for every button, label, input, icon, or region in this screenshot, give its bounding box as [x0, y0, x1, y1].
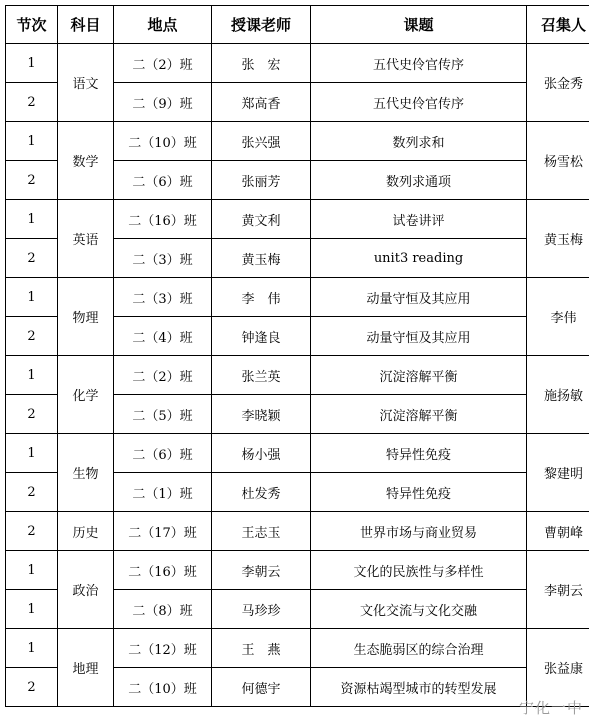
- period-cell: 1: [6, 551, 58, 590]
- header-teacher: 授课老师: [212, 6, 311, 44]
- convener-cell: 黎建明: [527, 434, 589, 512]
- header-subject: 科目: [58, 6, 114, 44]
- teacher-cell: 马珍珍: [212, 590, 311, 629]
- convener-cell: 张金秀: [527, 44, 589, 122]
- convener-cell: 黄玉梅: [527, 200, 589, 278]
- subject-cell: 数学: [58, 122, 114, 200]
- teacher-cell: 李晓颖: [212, 395, 311, 434]
- topic-cell: 生态脆弱区的综合治理: [311, 629, 527, 668]
- period-cell: 1: [6, 629, 58, 668]
- teacher-cell: 何德宇: [212, 668, 311, 707]
- convener-cell: 施扬敏: [527, 356, 589, 434]
- subject-cell: 物理: [58, 278, 114, 356]
- topic-cell: 数列求和: [311, 122, 527, 161]
- teacher-cell: 张兰英: [212, 356, 311, 395]
- teacher-cell: 李 伟: [212, 278, 311, 317]
- location-cell: 二（16）班: [114, 200, 212, 239]
- topic-cell: 数列求通项: [311, 161, 527, 200]
- topic-cell: 试卷讲评: [311, 200, 527, 239]
- topic-cell: 文化的民族性与多样性: [311, 551, 527, 590]
- table-row: [6, 629, 589, 668]
- location-cell: 二（2）班: [114, 356, 212, 395]
- convener-cell: 曹朝峰: [527, 512, 589, 551]
- location-cell: 二（6）班: [114, 161, 212, 200]
- teacher-cell: 王 燕: [212, 629, 311, 668]
- subject-cell: 历史: [58, 512, 114, 551]
- convener-cell: 张益康: [527, 629, 589, 707]
- teacher-cell: 杨小强: [212, 434, 311, 473]
- teacher-cell: 郑高香: [212, 83, 311, 122]
- table-header: [6, 6, 589, 44]
- teacher-cell: 张兴强: [212, 122, 311, 161]
- teacher-cell: 杜发秀: [212, 473, 311, 512]
- convener-cell: 杨雪松: [527, 122, 589, 200]
- table-row: [6, 551, 589, 590]
- period-cell: 2: [6, 239, 58, 278]
- header-period: 节次: [6, 6, 58, 44]
- table-row: [6, 200, 589, 239]
- location-cell: 二（10）班: [114, 122, 212, 161]
- period-cell: 2: [6, 161, 58, 200]
- teacher-cell: 张丽芳: [212, 161, 311, 200]
- location-cell: 二（8）班: [114, 590, 212, 629]
- convener-cell: 李朝云: [527, 551, 589, 629]
- teacher-cell: 王志玉: [212, 512, 311, 551]
- period-cell: 2: [6, 317, 58, 356]
- period-cell: 2: [6, 83, 58, 122]
- table-row: [6, 434, 589, 473]
- topic-cell: 特异性免疫: [311, 434, 527, 473]
- header-topic: 课题: [311, 6, 527, 44]
- period-cell: 1: [6, 200, 58, 239]
- teacher-cell: 张 宏: [212, 44, 311, 83]
- header-convener: 召集人: [527, 6, 589, 44]
- topic-cell: 五代史伶官传序: [311, 83, 527, 122]
- location-cell: 二（3）班: [114, 239, 212, 278]
- convener-cell: 李伟: [527, 278, 589, 356]
- period-cell: 1: [6, 278, 58, 317]
- topic-cell: 世界市场与商业贸易: [311, 512, 527, 551]
- subject-cell: 地理: [58, 629, 114, 707]
- topic-cell: 特异性免疫: [311, 473, 527, 512]
- location-cell: 二（12）班: [114, 629, 212, 668]
- period-cell: 2: [6, 512, 58, 551]
- table-row: [6, 512, 589, 551]
- table-row: [6, 278, 589, 317]
- header-row: [6, 6, 589, 44]
- topic-cell: 动量守恒及其应用: [311, 317, 527, 356]
- location-cell: 二（5）班: [114, 395, 212, 434]
- subject-cell: 化学: [58, 356, 114, 434]
- period-cell: 1: [6, 590, 58, 629]
- topic-cell: 沉淀溶解平衡: [311, 356, 527, 395]
- subject-cell: 英语: [58, 200, 114, 278]
- topic-cell: 沉淀溶解平衡: [311, 395, 527, 434]
- subject-cell: 生物: [58, 434, 114, 512]
- period-cell: 1: [6, 434, 58, 473]
- topic-cell: 动量守恒及其应用: [311, 278, 527, 317]
- topic-cell: 文化交流与文化交融: [311, 590, 527, 629]
- table-body: [6, 44, 589, 707]
- location-cell: 二（6）班: [114, 434, 212, 473]
- topic-cell: unit3 reading: [311, 239, 527, 278]
- location-cell: 二（16）班: [114, 551, 212, 590]
- location-cell: 二（1）班: [114, 473, 212, 512]
- subject-cell: 政治: [58, 551, 114, 629]
- period-cell: 2: [6, 668, 58, 707]
- location-cell: 二（2）班: [114, 44, 212, 83]
- period-cell: 1: [6, 356, 58, 395]
- period-cell: 1: [6, 122, 58, 161]
- location-cell: 二（4）班: [114, 317, 212, 356]
- period-cell: 2: [6, 473, 58, 512]
- location-cell: 二（3）班: [114, 278, 212, 317]
- teacher-cell: 黄玉梅: [212, 239, 311, 278]
- table-row: [6, 44, 589, 83]
- table-row: [6, 122, 589, 161]
- teacher-cell: 黄文利: [212, 200, 311, 239]
- topic-cell: 资源枯竭型城市的转型发展: [311, 668, 527, 707]
- period-cell: 2: [6, 395, 58, 434]
- lesson-schedule-table: [5, 5, 589, 707]
- location-cell: 二（17）班: [114, 512, 212, 551]
- topic-cell: 五代史伶官传序: [311, 44, 527, 83]
- subject-cell: 语文: [58, 44, 114, 122]
- location-cell: 二（9）班: [114, 83, 212, 122]
- period-cell: 1: [6, 44, 58, 83]
- table-row: [6, 356, 589, 395]
- teacher-cell: 钟逢良: [212, 317, 311, 356]
- header-location: 地点: [114, 6, 212, 44]
- school-watermark: 宁化一中: [518, 699, 583, 717]
- location-cell: 二（10）班: [114, 668, 212, 707]
- teacher-cell: 李朝云: [212, 551, 311, 590]
